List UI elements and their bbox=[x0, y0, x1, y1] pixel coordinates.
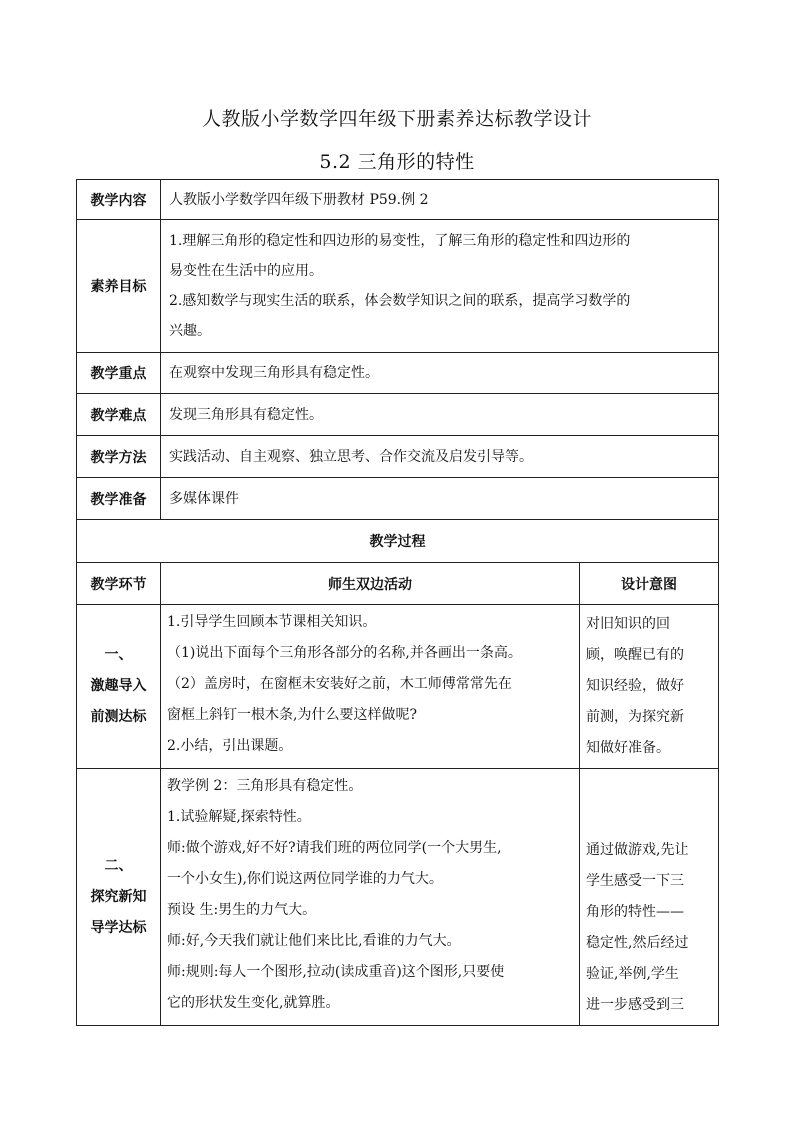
activity-line: 预设 生:男生的力气大。 bbox=[167, 902, 317, 918]
activity-line: 它的形状发生变化,就算胜。 bbox=[167, 995, 340, 1011]
info-content bbox=[161, 478, 719, 520]
activity-line: 1.引导学生回顾本节课相关知识。 bbox=[167, 614, 377, 630]
column-header-activity: 师生双边活动 bbox=[161, 563, 580, 605]
process-title-row bbox=[77, 520, 719, 563]
lesson-plan-table bbox=[76, 179, 719, 1026]
activity-line: 2.小结，引出课题。 bbox=[167, 738, 293, 754]
activity-cell bbox=[161, 769, 580, 1026]
info-content bbox=[161, 394, 719, 436]
intent-line: 进一步感受到三 bbox=[586, 997, 684, 1013]
activity-line: 教学例 2：三角形具有稳定性。 bbox=[167, 778, 363, 794]
info-content bbox=[161, 220, 719, 353]
info-label: 教学内容 bbox=[77, 180, 161, 220]
info-label: 教学方法 bbox=[77, 436, 161, 478]
column-header-intent: 设计意图 bbox=[580, 563, 719, 605]
stage-line: 二、 bbox=[104, 857, 133, 874]
info-label: 教学准备 bbox=[77, 478, 161, 520]
intent-line bbox=[586, 773, 712, 804]
stage-cell bbox=[77, 769, 161, 1026]
activity-line: （2）盖房时，在窗框未安装好之前，木工师傅常常先在 bbox=[167, 676, 512, 692]
intent-cell bbox=[580, 769, 719, 1026]
info-content bbox=[161, 436, 719, 478]
intent-line: 稳定性,然后经过 bbox=[586, 935, 689, 951]
activity-line: 师:好,今天我们就让他们来比比,看谁的力气大。 bbox=[167, 933, 461, 949]
info-line: 多媒体课件 bbox=[169, 490, 239, 507]
intent-line: 角形的特性—— bbox=[586, 904, 684, 920]
info-row bbox=[77, 353, 719, 394]
activity-line: 窗框上斜钉一根木条,为什么要这样做呢? bbox=[167, 707, 417, 723]
info-line: 人教版小学数学四年级下册教材 P59.例 2 bbox=[169, 191, 429, 208]
info-line: 兴趣。 bbox=[169, 323, 211, 339]
stage-line: 前测达标 bbox=[90, 709, 147, 725]
intent-line: 对旧知识的回 bbox=[586, 616, 670, 632]
stage-line: 探究新知 bbox=[90, 888, 147, 905]
column-header-row bbox=[77, 563, 719, 605]
info-line: 实践活动、自主观察、独立思考、合作交流及启发引导等。 bbox=[169, 448, 533, 465]
activity-cell bbox=[161, 605, 580, 769]
intent-line: 学生感受一下三 bbox=[586, 873, 684, 889]
column-header-stage: 教学环节 bbox=[77, 563, 161, 605]
intent-line: 顾，唤醒已有的 bbox=[586, 647, 684, 663]
info-row bbox=[77, 436, 719, 478]
activity-line: 师:做个游戏,好不好?请我们班的两位同学(一个大男生, bbox=[167, 840, 502, 856]
info-row bbox=[77, 180, 719, 220]
intent-line: 验证,举例,学生 bbox=[586, 966, 679, 982]
activity-line: （1)说出下面每个三角形各部分的名称,并各画出一条高。 bbox=[167, 645, 522, 661]
intent-line bbox=[586, 804, 712, 835]
stage-cell bbox=[77, 605, 161, 769]
info-content bbox=[161, 353, 719, 394]
activity-line: 师:规则:每人一个图形,拉动(读成重音)这个图形,只要使 bbox=[167, 964, 505, 980]
info-row bbox=[77, 220, 719, 353]
document-title: 人教版小学数学四年级下册素养达标教学设计 bbox=[201, 108, 592, 130]
intent-line: 知做好准备。 bbox=[586, 740, 670, 756]
stage-line: 激趣导入 bbox=[90, 678, 147, 694]
info-label: 教学难点 bbox=[77, 394, 161, 436]
info-content bbox=[161, 180, 719, 220]
info-line: 在观察中发现三角形具有稳定性。 bbox=[169, 365, 379, 381]
intent-cell bbox=[580, 605, 719, 769]
stage-row bbox=[77, 769, 719, 1026]
info-line: 易变性在生活中的应用。 bbox=[169, 263, 323, 279]
info-label: 素养目标 bbox=[77, 220, 161, 353]
intent-line: 知识经验，做好 bbox=[586, 678, 684, 694]
stage-line: 一、 bbox=[104, 647, 133, 663]
process-title: 教学过程 bbox=[77, 520, 719, 563]
info-line: 2.感知数学与现实生活的联系，体会数学知识之间的联系，提高学习数学的 bbox=[169, 293, 631, 309]
activity-line: 1.试验解疑,探索特性。 bbox=[167, 809, 311, 825]
info-row bbox=[77, 394, 719, 436]
info-line: 发现三角形具有稳定性。 bbox=[169, 406, 323, 423]
info-line: 1.理解三角形的稳定性和四边形的易变性，了解三角形的稳定性和四边形的 bbox=[169, 233, 631, 249]
info-label: 教学重点 bbox=[77, 353, 161, 394]
stage-line: 导学达标 bbox=[90, 919, 147, 936]
document-subtitle: 5.2 三角形的特性 bbox=[319, 151, 475, 173]
activity-line: 一个小女生),你们说这两位同学谁的力气大。 bbox=[167, 871, 443, 887]
intent-line: 前测，为探究新 bbox=[586, 709, 684, 725]
intent-line: 通过做游戏,先让 bbox=[586, 842, 689, 858]
stage-row bbox=[77, 605, 719, 769]
info-row bbox=[77, 478, 719, 520]
